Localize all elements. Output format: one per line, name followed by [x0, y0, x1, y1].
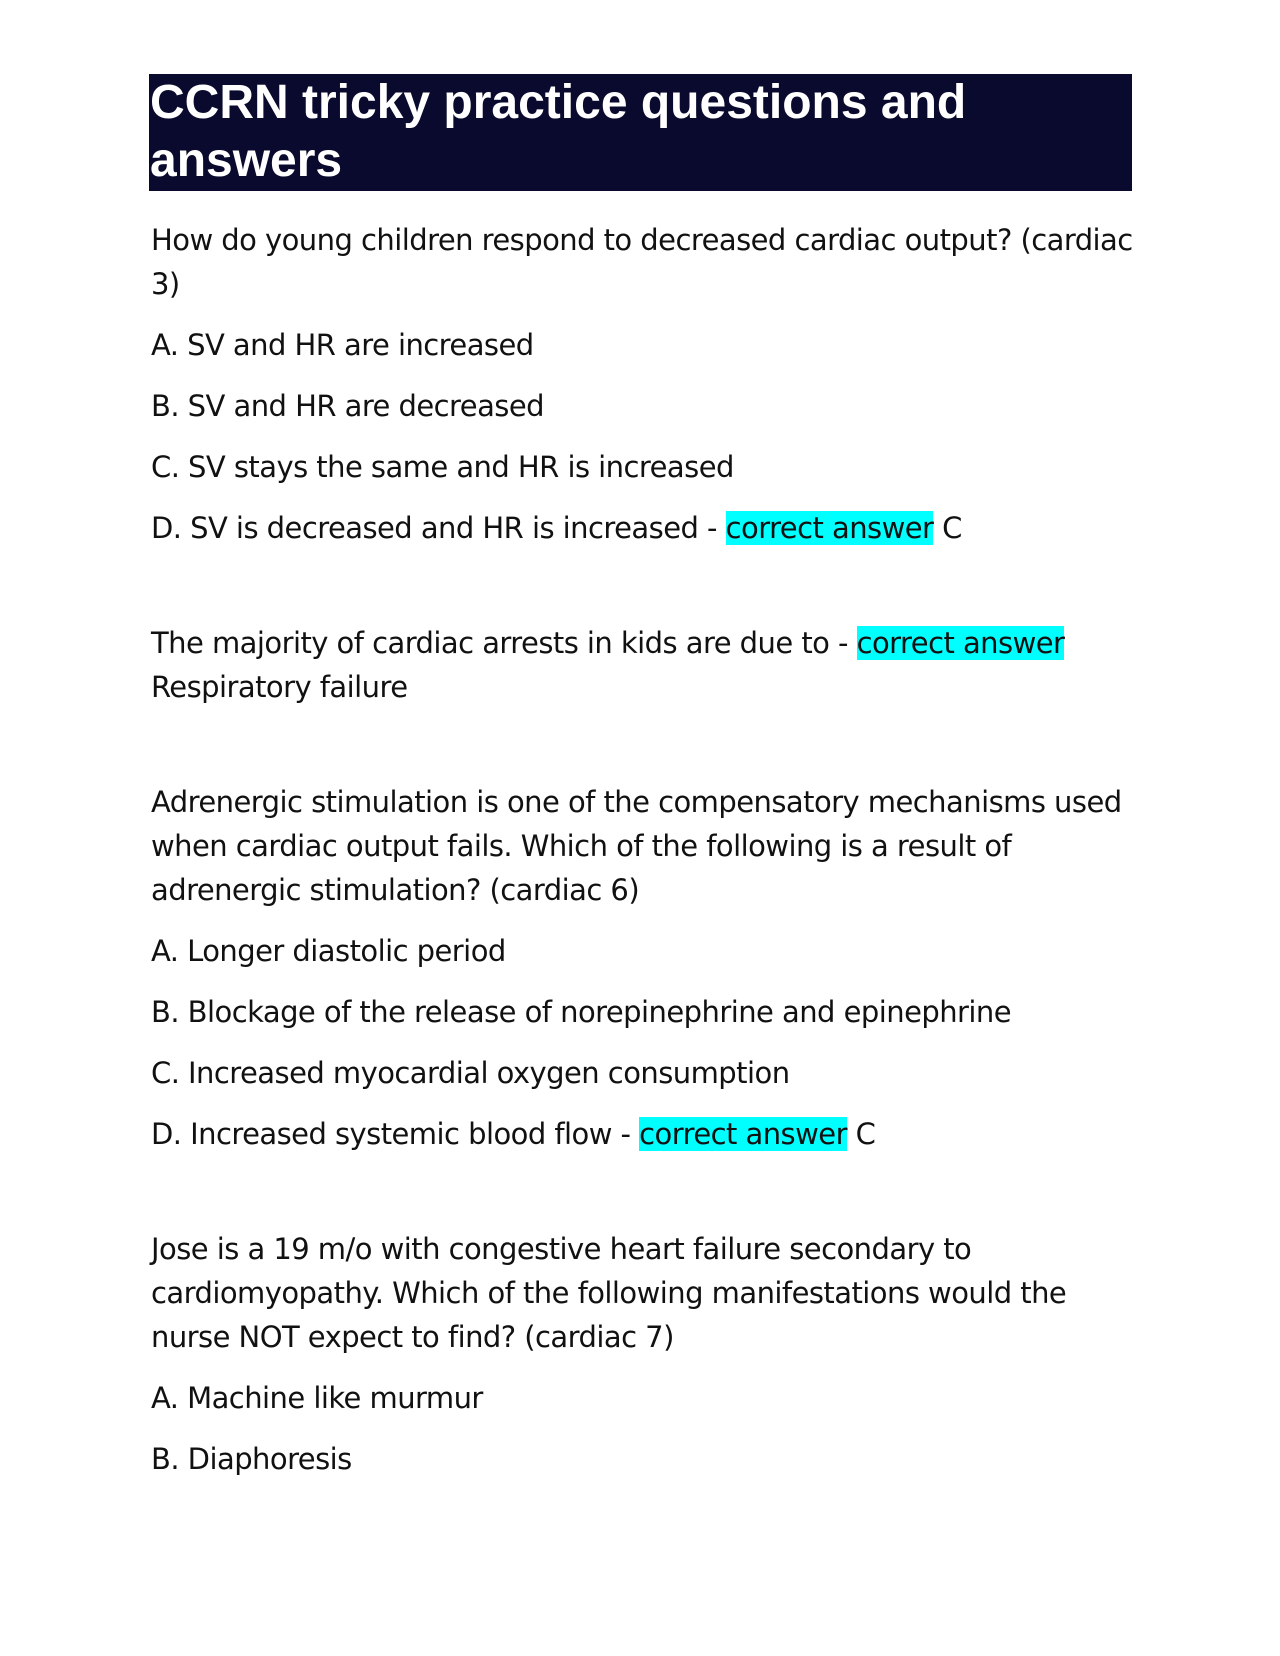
- spacer: [151, 1156, 1136, 1227]
- question-text-with-answer: [151, 621, 1136, 709]
- answer-option: A. SV and HR are increased: [151, 328, 534, 362]
- correct-answer-highlight: correct answer: [725, 511, 934, 545]
- question-3: [151, 780, 1136, 1156]
- correct-answer-highlight: correct answer: [639, 1117, 847, 1151]
- document-body: [151, 218, 1136, 1481]
- answer-option: C. Increased myocardial oxygen consumption: [151, 1056, 790, 1090]
- document-title: CCRN tricky practice questions and answers: [149, 74, 1132, 191]
- answer-option-text: D. Increased systemic blood flow -: [151, 1117, 640, 1151]
- answer-option-text: D. SV is decreased and HR is increased -: [151, 511, 726, 545]
- answer-option: B. SV and HR are decreased: [151, 389, 545, 423]
- question-4: [151, 1227, 1136, 1481]
- question-2: [151, 621, 1136, 709]
- question-text: The majority of cardiac arrests in kids are due to -: [151, 626, 857, 660]
- correct-answer-value: Respiratory failure: [151, 670, 408, 704]
- answer-option: A. Longer diastolic period: [151, 934, 506, 968]
- answer-option: C. SV stays the same and HR is increased: [151, 450, 734, 484]
- spacer: [151, 709, 1136, 780]
- question-text: Adrenergic stimulation is one of the compensatory mechanisms used when cardiac output fails. Which of the following is a result of adrenergic stimulation? (cardiac 6): [151, 785, 1122, 907]
- answer-option: A. Machine like murmur: [151, 1381, 483, 1415]
- answer-option-with-answer: [151, 506, 1136, 550]
- answer-option-with-answer: [151, 1112, 1136, 1156]
- question-text: Jose is a 19 m/o with congestive heart failure secondary to cardiomyopathy. Which of the following manifestations would the nurse NOT expect to find? (cardiac 7): [151, 1232, 1067, 1354]
- answer-option: B. Blockage of the release of norepinephrine and epinephrine: [151, 995, 1012, 1029]
- question-text: How do young children respond to decreased cardiac output? (cardiac 3): [151, 223, 1133, 301]
- spacer: [151, 550, 1136, 621]
- question-1: [151, 218, 1136, 550]
- correct-answer-value: C: [855, 1117, 876, 1151]
- correct-answer-value: C: [942, 511, 962, 545]
- answer-option: B. Diaphoresis: [151, 1442, 352, 1476]
- correct-answer-highlight: correct answer: [856, 626, 1065, 660]
